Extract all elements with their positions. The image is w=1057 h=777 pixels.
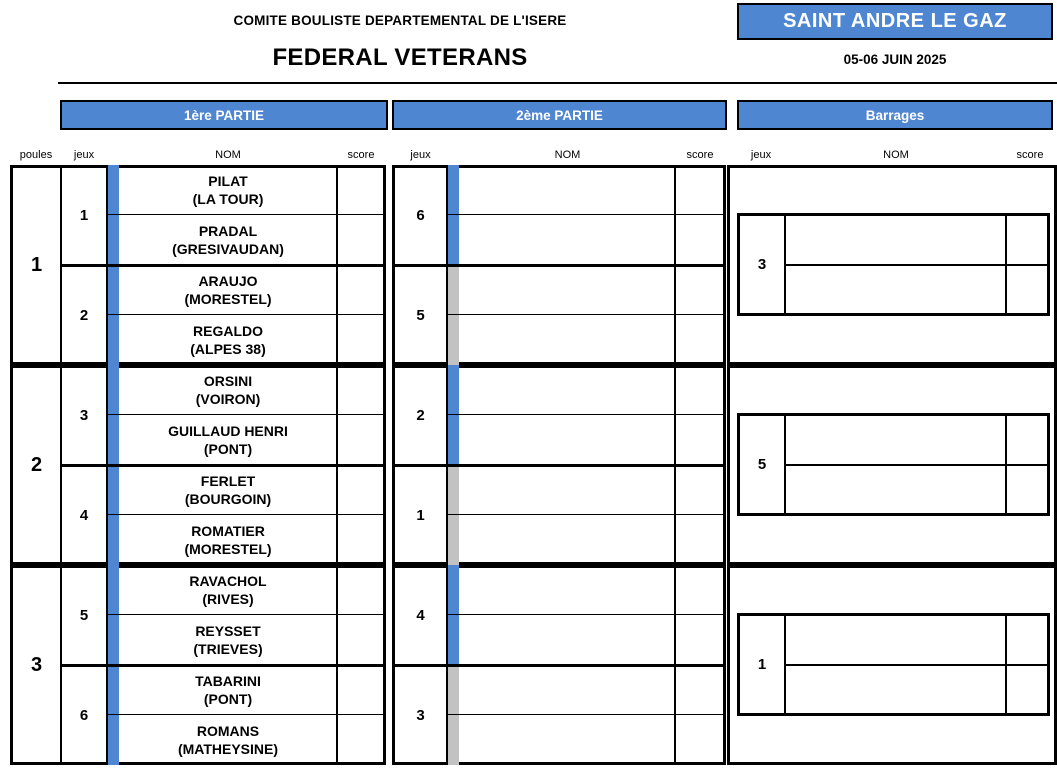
score-cell — [1007, 265, 1047, 313]
score-cell — [676, 665, 723, 715]
team-cell — [120, 415, 336, 465]
team-name: ROMATIER — [191, 522, 265, 539]
team-club: (TRIEVES) — [193, 641, 263, 657]
score-cell — [676, 265, 723, 315]
team-name: ROMANS — [196, 722, 260, 739]
empty-team-cell — [459, 365, 674, 415]
column-label-jeux: jeux — [73, 148, 95, 161]
jeux-number: 3 — [757, 256, 767, 273]
accent-bar-blue — [448, 565, 459, 665]
jeux-number: 2 — [416, 406, 425, 424]
score-cell — [1007, 665, 1047, 713]
column-label-score: score — [686, 148, 714, 161]
column-label-jeux: jeux — [750, 148, 772, 161]
team-name: FERLET — [200, 472, 256, 489]
jeux-number: 6 — [416, 206, 425, 224]
empty-team-cell — [459, 465, 674, 515]
jeux-number: 6 — [79, 706, 89, 724]
empty-team-cell — [786, 265, 1003, 313]
poule-number: 1 — [30, 253, 43, 276]
score-cell — [338, 515, 384, 565]
empty-team-cell — [786, 216, 1003, 264]
pool-row-2 — [0, 365, 1057, 565]
column-label-poules: poules — [19, 148, 53, 161]
page-title: FEDERAL VETERANS — [272, 43, 528, 71]
section-header-first-round: 1ère PARTIE — [60, 100, 388, 130]
jeux-number: 3 — [416, 706, 425, 724]
score-cell — [676, 315, 723, 365]
score-cell — [1007, 616, 1047, 664]
empty-team-cell — [459, 515, 674, 565]
jeux-number: 5 — [79, 606, 89, 624]
pool-row-1 — [0, 165, 1057, 365]
jeux-number: 5 — [757, 456, 767, 473]
team-name: TABARINI — [195, 672, 261, 689]
committee-title: COMITE BOULISTE DEPARTEMENTAL DE L'ISERE — [233, 12, 567, 28]
pool-row-3 — [0, 565, 1057, 765]
event-dates: 05-06 JUIN 2025 — [843, 52, 947, 67]
team-cell — [120, 215, 336, 265]
empty-team-cell — [459, 265, 674, 315]
team-club: (LA TOUR) — [192, 191, 264, 207]
score-cell — [676, 415, 723, 465]
score-cell — [676, 565, 723, 615]
team-name: REGALDO — [193, 322, 263, 339]
score-cell — [676, 715, 723, 765]
empty-team-cell — [459, 615, 674, 665]
jeux-number: 5 — [416, 306, 425, 324]
empty-team-cell — [786, 665, 1003, 713]
accent-bar-blue — [448, 165, 459, 265]
score-cell — [338, 715, 384, 765]
jeux-number: 4 — [416, 606, 425, 624]
team-cell — [120, 715, 336, 765]
score-cell — [338, 365, 384, 415]
empty-team-cell — [459, 415, 674, 465]
score-cell — [338, 215, 384, 265]
score-cell — [676, 515, 723, 565]
score-cell — [338, 465, 384, 515]
team-club: (ALPES 38) — [190, 341, 266, 357]
empty-team-cell — [459, 215, 674, 265]
team-name: GUILLAUD HENRI — [168, 422, 288, 439]
accent-bar-gray — [448, 265, 459, 365]
score-cell — [676, 165, 723, 215]
column-label-score: score — [1016, 148, 1044, 161]
jeux-number: 1 — [79, 206, 89, 224]
column-label-nom: NOM — [215, 148, 241, 161]
empty-team-cell — [459, 565, 674, 615]
jeux-number: 2 — [79, 306, 89, 324]
team-cell — [120, 165, 336, 215]
team-cell — [120, 265, 336, 315]
score-cell — [338, 265, 384, 315]
venue-banner: SAINT ANDRE LE GAZ — [737, 3, 1053, 40]
score-cell — [676, 365, 723, 415]
score-cell — [1007, 416, 1047, 464]
team-cell — [120, 515, 336, 565]
score-cell — [338, 415, 384, 465]
team-club: (RIVES) — [202, 591, 254, 607]
team-club: (MATHEYSINE) — [177, 741, 279, 757]
team-cell — [120, 365, 336, 415]
empty-team-cell — [459, 715, 674, 765]
column-label-nom: NOM — [554, 148, 581, 161]
team-name: REYSSET — [195, 622, 261, 639]
score-cell — [676, 615, 723, 665]
team-cell — [120, 665, 336, 715]
empty-team-cell — [459, 165, 674, 215]
team-name: ORSINI — [203, 372, 253, 389]
poule-number: 3 — [30, 653, 43, 676]
team-club: (PONT) — [203, 691, 253, 707]
team-cell — [120, 465, 336, 515]
score-cell — [338, 615, 384, 665]
team-club: (GRESIVAUDAN) — [172, 241, 284, 257]
team-name: PILAT — [208, 172, 248, 189]
section-header-barrages: Barrages — [737, 100, 1053, 130]
empty-team-cell — [786, 616, 1003, 664]
section-header-second-round: 2ème PARTIE — [392, 100, 727, 130]
jeux-number: 4 — [79, 506, 89, 524]
score-cell — [338, 665, 384, 715]
column-label-jeux: jeux — [410, 148, 431, 161]
team-club: (PONT) — [203, 441, 253, 457]
accent-bar-blue — [448, 365, 459, 465]
jeux-number: 3 — [79, 406, 89, 424]
accent-bar-gray — [448, 465, 459, 565]
team-name: ARAUJO — [198, 272, 258, 289]
score-cell — [338, 165, 384, 215]
score-cell — [676, 465, 723, 515]
team-club: (MORESTEL) — [184, 291, 272, 307]
empty-team-cell — [786, 416, 1003, 464]
team-club: (MORESTEL) — [184, 541, 272, 557]
score-cell — [338, 315, 384, 365]
team-name: RAVACHOL — [189, 572, 267, 589]
column-label-score: score — [347, 148, 375, 161]
team-club: (BOURGOIN) — [184, 491, 272, 507]
team-name: PRADAL — [198, 222, 258, 239]
score-cell — [676, 215, 723, 265]
jeux-number: 1 — [416, 506, 425, 524]
score-cell — [338, 565, 384, 615]
score-cell — [1007, 465, 1047, 513]
poule-number: 2 — [30, 453, 43, 476]
team-cell — [120, 615, 336, 665]
accent-bar-gray — [448, 665, 459, 765]
empty-team-cell — [459, 315, 674, 365]
empty-team-cell — [786, 465, 1003, 513]
jeux-number: 1 — [757, 656, 767, 673]
empty-team-cell — [459, 665, 674, 715]
team-cell — [120, 565, 336, 615]
header-rule — [58, 82, 1057, 84]
team-club: (VOIRON) — [195, 391, 261, 407]
column-label-nom: NOM — [883, 148, 909, 161]
team-cell — [120, 315, 336, 365]
score-cell — [1007, 216, 1047, 264]
